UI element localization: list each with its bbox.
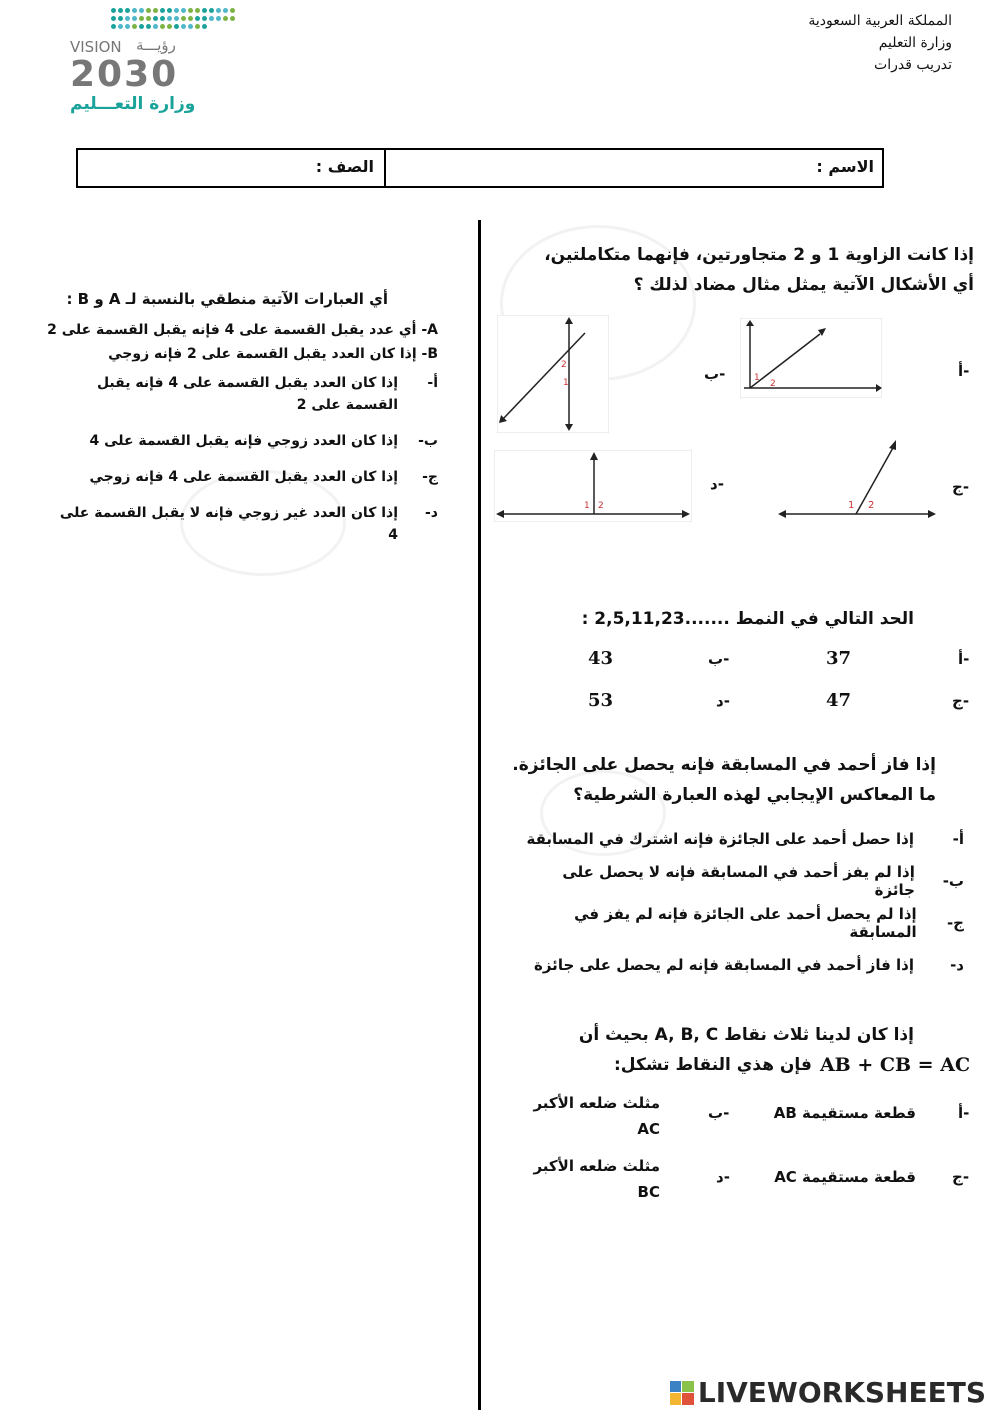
q5-label-d: د- — [425, 505, 438, 521]
ministry-logo — [70, 6, 240, 118]
q5-option-d[interactable] — [54, 502, 438, 546]
logo-dots — [110, 6, 240, 30]
column-divider — [478, 220, 481, 1410]
q3-text-d: إذا فاز أحمد في المسابقة فإنه لم يحصل على جائزة — [534, 956, 914, 974]
header-ministry: وزارة التعليم — [878, 35, 952, 51]
q4-text-b-line2: AC — [637, 1120, 660, 1138]
q2-value-a[interactable]: 37 — [826, 648, 852, 669]
q4-label-c[interactable]: ج- — [952, 1168, 970, 1186]
q4-line2-text: فإن هذي النقاط تشكل: — [614, 1055, 812, 1075]
q3-option-c[interactable] — [524, 902, 964, 944]
logo-ministry-text: وزارة التعـــليم — [70, 94, 196, 114]
q5-text-d: إذا كان العدد غير زوجي فإنه لا يقبل القسمة على 4 — [59, 505, 398, 543]
class-label: الصف : — [315, 157, 374, 176]
q3-stem — [506, 750, 936, 810]
q5-stem: أي العبارات الآتية منطقي بالنسبة لـ A و B : — [66, 290, 388, 308]
header-country: المملكة العربية السعودية — [808, 13, 952, 29]
q1-figure-c[interactable] — [776, 438, 938, 520]
q1-label-c[interactable]: ج- — [952, 478, 970, 496]
q5-statements — [0, 318, 438, 366]
name-box-divider — [384, 150, 386, 186]
q1-line1: إذا كانت الزاوية 1 و 2 متجاورتين، فإنهما متكاملتين، — [544, 245, 974, 265]
q5-label-c: ج- — [422, 469, 438, 485]
q4-text-c[interactable]: قطعة مستقيمة AC — [774, 1168, 916, 1186]
q1-stem — [494, 240, 974, 300]
q4-label-b[interactable]: ب- — [708, 1104, 730, 1122]
q3-text-b: إذا لم يفز أحمد في المسابقة فإنه لا يحصل على جائزة — [562, 863, 915, 899]
q4-label-d[interactable]: د- — [716, 1168, 730, 1186]
q5-option-b[interactable] — [54, 430, 438, 452]
q1-label-d[interactable]: د- — [710, 475, 724, 493]
q3-option-a[interactable] — [524, 818, 964, 860]
q3-label-b: ب- — [942, 872, 964, 890]
q5-options — [54, 372, 438, 546]
q2-value-d[interactable]: 53 — [588, 690, 614, 711]
q2-value-c[interactable]: 47 — [826, 690, 852, 711]
figure-frame — [494, 450, 692, 522]
name-class-box — [76, 148, 884, 188]
angle-label-2: 2 — [561, 360, 567, 370]
q2-label-c[interactable]: ج- — [952, 692, 970, 710]
logo-year-text: 2030 — [70, 54, 179, 95]
q4-text-d-line1: مثلث ضلعه الأكبر — [533, 1157, 660, 1175]
q3-label-a: أ- — [952, 830, 964, 848]
q5-text-b: إذا كان العدد زوجي فإنه يقبل القسمة على 4 — [89, 433, 398, 449]
q5-label-b: ب- — [418, 433, 438, 449]
q4-text-a[interactable]: قطعة مستقيمة AB — [773, 1104, 916, 1122]
q3-label-d: د- — [950, 956, 964, 974]
angle-label-1: 1 — [563, 378, 569, 388]
figure-frame — [497, 315, 609, 433]
angle-label-2: 2 — [770, 379, 776, 389]
q4-text-b[interactable] — [533, 1090, 660, 1142]
arrow-head-icon — [928, 510, 936, 518]
q1-figure-d[interactable] — [494, 450, 692, 522]
q1-figure-a[interactable] — [740, 318, 882, 398]
q2-value-b[interactable]: 43 — [588, 648, 614, 669]
q4-text-d[interactable] — [533, 1153, 660, 1205]
figure-frame — [740, 318, 882, 398]
q4-line1: إذا كان لدينا ثلاث نقاط A, B, C بحيث أن — [578, 1025, 914, 1045]
q1-label-b[interactable]: ب- — [704, 365, 726, 383]
name-label: الاسم : — [816, 157, 874, 176]
q1-line2: أي الأشكال الآتية يمثل مثال مضاد لذلك ؟ — [633, 275, 974, 295]
header-course: تدريب قدرات — [874, 57, 952, 73]
q3-label-c: ج- — [946, 914, 964, 932]
q4-equation: AB + CB = AC — [819, 1054, 971, 1076]
q2-label-d[interactable]: د- — [716, 692, 730, 710]
q2-stem: الحد التالي في النمط .......2,5,11,23 : — [581, 609, 914, 629]
q3-option-d[interactable] — [524, 944, 964, 986]
q3-line2: ما المعاكس الإيجابي لهذه العبارة الشرطية؟ — [573, 785, 936, 805]
angle-label-2: 2 — [868, 500, 875, 511]
q5-option-a[interactable] — [54, 372, 438, 416]
q4-text-b-line1: مثلث ضلعه الأكبر — [533, 1094, 660, 1112]
ray-diagonal — [856, 446, 894, 514]
liveworksheets-text: LIVEWORKSHEETS — [697, 1376, 986, 1409]
q2-label-b[interactable]: ب- — [708, 650, 730, 668]
liveworksheets-brand[interactable] — [670, 1376, 986, 1409]
q1-label-a[interactable]: أ- — [958, 362, 970, 380]
q3-text-a: إذا حصل أحمد على الجائزة فإنه اشترك في المسابقة — [526, 830, 914, 848]
q5-text-a: إذا كان العدد يقبل القسمة على 4 فإنه يقبل القسمة على 2 — [96, 375, 398, 413]
liveworksheets-logo-icon — [670, 1381, 694, 1405]
logo-vision-text: VISION — [70, 38, 122, 56]
q1-figure-b[interactable] — [497, 315, 609, 433]
q3-option-b[interactable] — [524, 860, 964, 902]
arrow-head-icon — [778, 510, 786, 518]
q3-options — [524, 818, 964, 986]
q5-text-c: إذا كان العدد يقبل القسمة على 4 فإنه زوجي — [89, 469, 398, 485]
q3-line1: إذا فاز أحمد في المسابقة فإنه يحصل على الجائزة. — [512, 755, 936, 775]
q5-statement-a: A- أي عدد يقبل القسمة على 4 فإنه يقبل القسمة على 2 — [47, 322, 438, 338]
q5-option-c[interactable] — [54, 466, 438, 488]
arrow-head-icon — [889, 440, 896, 450]
q5-statement-b: B- إذا كان العدد يقبل القسمة على 2 فإنه زوجي — [108, 346, 438, 362]
q2-label-a[interactable]: أ- — [958, 650, 970, 668]
angle-label-1: 1 — [848, 500, 855, 511]
angle-label-1: 1 — [754, 373, 760, 383]
q4-line2 — [614, 1050, 970, 1080]
q5-label-a: أ- — [427, 375, 438, 391]
q3-text-c: إذا لم يحصل أحمد على الجائزة فإنه لم يفز في المسابقة — [574, 905, 917, 941]
logo-ruya-text: رؤيـــة — [136, 36, 176, 54]
q4-text-d-line2: BC — [637, 1183, 660, 1201]
header-info — [808, 10, 952, 76]
angle-label-1: 1 — [584, 501, 590, 511]
angle-label-2: 2 — [598, 501, 604, 511]
q4-label-a[interactable]: أ- — [958, 1104, 970, 1122]
